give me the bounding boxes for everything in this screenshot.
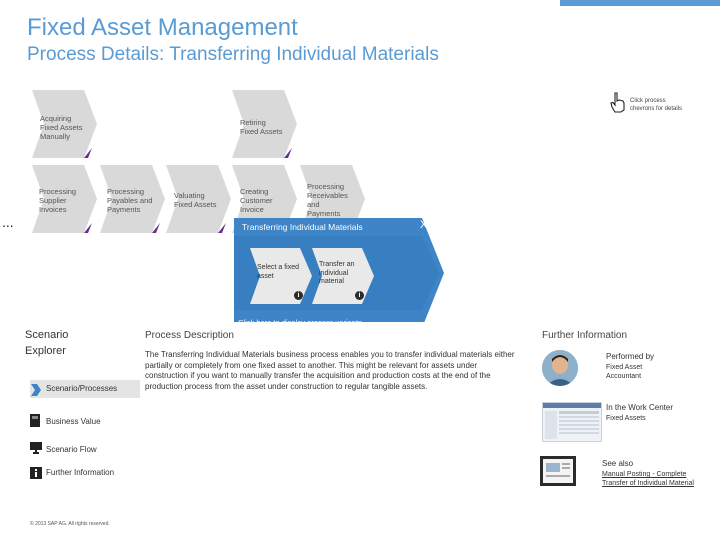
more-processes-indicator[interactable]: ...: [2, 214, 14, 230]
pointing-hand-icon: [610, 91, 626, 118]
chevron-retiring-fixed-assets[interactable]: [232, 90, 297, 158]
see-also-link[interactable]: [602, 470, 694, 488]
chevron-acquiring-fixed-assets[interactable]: [32, 90, 97, 158]
explorer-title-line-2: Explorer: [25, 345, 66, 357]
chevron-processing-payables[interactable]: [100, 165, 165, 233]
step-label: Select a fixed asset: [257, 264, 300, 280]
page-subtitle: Process Details: Transferring Individual Materials: [27, 44, 439, 65]
process-description-title: Process Description: [145, 330, 234, 341]
chevron-right-icon: [30, 383, 42, 401]
copyright-text: © 2013 SAP AG. All rights reserved.: [30, 521, 110, 527]
role-text: Fixed Asset Accountant: [606, 364, 643, 380]
work-center-thumbnail: [542, 402, 602, 442]
see-also-label: See also: [602, 459, 634, 468]
nav-business-value[interactable]: Business Value: [46, 417, 101, 426]
see-also-link-line-2[interactable]: Transfer of Individual Material: [602, 480, 694, 487]
nav-further-information[interactable]: Further Information: [46, 468, 115, 477]
monitor-icon: [30, 441, 42, 459]
scenario-explorer-title: [25, 327, 68, 359]
step-info-icon[interactable]: i: [355, 291, 364, 300]
chevron-valuating-fixed-assets[interactable]: [166, 165, 231, 233]
chevron-label: Creating Customer Invoice: [240, 187, 273, 214]
process-description-text: The Transferring Individual Materials business process enables you to transfer individual materials either partially or completely from one fixed asset to another. This might be relevant for assets under construction if you want to manually transfer the acquisition and production costs at the end of the production process from the asset under construction to regular tangible assets.: [145, 350, 515, 391]
document-icon: [540, 456, 576, 486]
chevron-hint: [630, 97, 720, 113]
chevron-processing-supplier-invoices[interactable]: [32, 165, 97, 233]
step-info-icon[interactable]: i: [294, 291, 303, 300]
hint-line-2: chevrons for details: [630, 106, 683, 112]
further-info-title: Further Information: [542, 330, 628, 341]
variants-link[interactable]: Click here: [238, 318, 272, 327]
chevron-label: Processing Receivables and Payments: [307, 182, 348, 218]
chevron-label: Processing Supplier Invoices: [39, 187, 77, 214]
info-icon: [30, 466, 42, 484]
chevron-label: Acquiring Fixed Assets Manually: [40, 114, 83, 141]
work-center-label: In the Work Center: [606, 403, 673, 412]
page-title: Fixed Asset Management: [27, 14, 298, 41]
panel-title: Transferring Individual Materials: [242, 222, 363, 232]
chevron-label: Valuating Fixed Assets: [174, 191, 217, 209]
variants-text: [238, 318, 362, 327]
nav-scenario-processes[interactable]: Scenario/Processes: [46, 384, 118, 393]
variants-suffix: to display process variants: [271, 318, 362, 327]
step-transfer-material[interactable]: [312, 248, 374, 304]
chevron-label: Retiring Fixed Assets: [240, 118, 283, 136]
step-label: Transfer an individual material: [319, 261, 355, 285]
calculator-icon: [30, 414, 40, 432]
panel-close-button[interactable]: X: [420, 219, 428, 231]
see-also-link-line-1[interactable]: Manual Posting - Complete: [602, 471, 687, 478]
nav-scenario-flow[interactable]: Scenario Flow: [46, 445, 97, 454]
hint-line-1: Click process: [630, 98, 666, 104]
work-center-name: Fixed Assets: [606, 415, 646, 422]
top-accent-bar: [560, 0, 720, 6]
avatar: [542, 350, 578, 386]
chevron-label: Processing Payables and Payments: [107, 187, 153, 214]
performed-by-label: Performed by: [606, 352, 655, 361]
explorer-title-line-1: Scenario: [25, 329, 69, 341]
